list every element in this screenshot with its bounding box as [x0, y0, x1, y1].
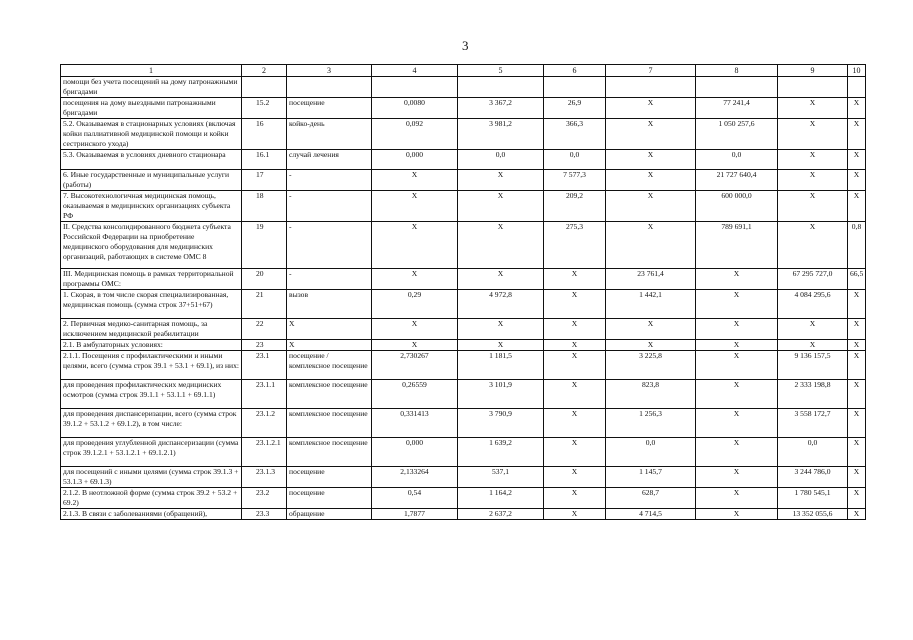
table-cell: X — [544, 380, 606, 409]
row-label-cell: 5.2. Оказываемая в стационарных условиях (включая койки паллиативной медицинской помощи и койки сестринского ухода) — [61, 119, 242, 150]
table-cell: X — [848, 150, 866, 170]
row-label-cell: 5.3. Оказываемая в условиях дневного стационара — [61, 150, 242, 170]
table-cell: посещение — [287, 98, 372, 119]
table-cell — [544, 77, 606, 98]
table-cell: 2,730267 — [372, 351, 458, 380]
row-label-cell: 7. Высокотехнологичная медицинская помощь, оказываемая в медицинских организациях субъекта РФ — [61, 191, 242, 222]
table-cell: 537,1 — [458, 467, 544, 488]
table-cell: комплексное посещение — [287, 438, 372, 467]
table-cell: X — [606, 319, 696, 340]
row-label-cell: помощи без учета посещений на дому патронажными бригадами — [61, 77, 242, 98]
table-cell: 23.1.2.1 — [242, 438, 287, 467]
table-cell: X — [287, 340, 372, 351]
table-cell: 67 295 727,0 — [778, 269, 848, 290]
table-cell: X — [848, 438, 866, 467]
table-cell: посещение — [287, 488, 372, 509]
table-cell: - — [287, 222, 372, 269]
table-cell: X — [696, 488, 778, 509]
table-row — [61, 351, 866, 380]
table-cell: 4 714,5 — [606, 509, 696, 520]
table-cell: 3 981,2 — [458, 119, 544, 150]
table-row — [61, 119, 866, 150]
table-cell: X — [544, 351, 606, 380]
table-cell: X — [778, 170, 848, 191]
table-cell: 23.2 — [242, 488, 287, 509]
table-cell: 0,0 — [696, 150, 778, 170]
table-cell: 15.2 — [242, 98, 287, 119]
table-cell: 26,9 — [544, 98, 606, 119]
table-cell: 23.3 — [242, 509, 287, 520]
table-cell: X — [696, 409, 778, 438]
table-cell: X — [848, 340, 866, 351]
table-cell: 0,000 — [372, 150, 458, 170]
table-cell: X — [606, 170, 696, 191]
table-cell: X — [372, 222, 458, 269]
table-cell: X — [544, 340, 606, 351]
table-cell: 628,7 — [606, 488, 696, 509]
table-cell — [458, 77, 544, 98]
table-cell: X — [696, 438, 778, 467]
table-cell: 1 145,7 — [606, 467, 696, 488]
table-cell: - — [287, 191, 372, 222]
table-cell: 7 577,3 — [544, 170, 606, 191]
table-cell: 0,0 — [778, 438, 848, 467]
table-cell: X — [606, 150, 696, 170]
table-cell: 0,0 — [544, 150, 606, 170]
table-row — [61, 340, 866, 351]
table-cell: X — [287, 319, 372, 340]
table-cell: 0,54 — [372, 488, 458, 509]
table-cell: X — [696, 509, 778, 520]
table-cell: 789 691,1 — [696, 222, 778, 269]
table-cell: X — [848, 351, 866, 380]
table-cell: X — [458, 340, 544, 351]
table-cell: X — [458, 191, 544, 222]
table-cell: X — [848, 409, 866, 438]
table-row — [61, 488, 866, 509]
table-cell: комплексное посещение — [287, 409, 372, 438]
table-cell: X — [606, 191, 696, 222]
header-row — [61, 65, 866, 77]
header-cell: 4 — [372, 65, 458, 77]
table-cell: X — [848, 191, 866, 222]
table-cell: 20 — [242, 269, 287, 290]
table-cell: вызов — [287, 290, 372, 319]
table-cell: 600 000,0 — [696, 191, 778, 222]
table-cell: X — [696, 319, 778, 340]
table-cell: X — [848, 509, 866, 520]
table-cell: X — [778, 319, 848, 340]
table-cell: 0,26559 — [372, 380, 458, 409]
table-cell: X — [848, 488, 866, 509]
table-cell: X — [544, 319, 606, 340]
table-cell — [778, 77, 848, 98]
table-cell: X — [848, 380, 866, 409]
table-cell: 1 256,3 — [606, 409, 696, 438]
table-cell: 23.1.1 — [242, 380, 287, 409]
table-cell: 13 352 055,6 — [778, 509, 848, 520]
table-cell: 1 780 545,1 — [778, 488, 848, 509]
table-cell: обращение — [287, 509, 372, 520]
table-cell: 1 639,2 — [458, 438, 544, 467]
table-row — [61, 319, 866, 340]
table-cell: 366,3 — [544, 119, 606, 150]
table-cell: X — [372, 170, 458, 191]
table-cell: X — [848, 98, 866, 119]
table-row — [61, 409, 866, 438]
table-cell: X — [778, 98, 848, 119]
table-cell: X — [372, 191, 458, 222]
row-label-cell: 2.1. В амбулаторных условиях: — [61, 340, 242, 351]
table-cell: X — [696, 467, 778, 488]
table-cell: посещение / комплексное посещение — [287, 351, 372, 380]
row-label-cell: для проведения профилактических медицинских осмотров (сумма строк 39.1.1 + 53.1.1 + 69.1.1) — [61, 380, 242, 409]
table-cell: 1,7877 — [372, 509, 458, 520]
table-cell: X — [606, 340, 696, 351]
table-row — [61, 380, 866, 409]
table-cell: X — [696, 380, 778, 409]
table-cell: 0,0080 — [372, 98, 458, 119]
row-label-cell: 1. Скорая, в том числе скорая специализированная, медицинская помощь (сумма строк 37+51+67) — [61, 290, 242, 319]
row-label-cell: 2.1.1. Посещения с профилактическими и иными целями, всего (сумма строк 39.1 + 53.1 + 69.1), из них: — [61, 351, 242, 380]
table-cell: 0,8 — [848, 222, 866, 269]
budget-table — [60, 64, 866, 520]
table-cell: 23.1.3 — [242, 467, 287, 488]
table-cell: X — [544, 409, 606, 438]
table-cell: 3 790,9 — [458, 409, 544, 438]
table-cell: X — [544, 467, 606, 488]
table-cell: 0,092 — [372, 119, 458, 150]
table-cell: X — [848, 319, 866, 340]
table-cell — [287, 77, 372, 98]
table-cell: X — [372, 340, 458, 351]
row-label-cell: 6. Иные государственные и муниципальные услуги (работы) — [61, 170, 242, 191]
table-cell: X — [372, 319, 458, 340]
table-cell: X — [544, 488, 606, 509]
row-label-cell: для проведения диспансеризации, всего (сумма строк 39.1.2 + 53.1.2 + 69.1.2), в том числе: — [61, 409, 242, 438]
table-cell: X — [696, 351, 778, 380]
table-cell: 2,133264 — [372, 467, 458, 488]
table-cell: - — [287, 170, 372, 191]
row-label-cell: II. Средства консолидированного бюджета субъекта Российской Федерации на приобретение медицинского оборудования для медицинских организаций, работающих в системе ОМС 8 — [61, 222, 242, 269]
table-cell: X — [606, 222, 696, 269]
table-cell: X — [544, 290, 606, 319]
table-cell: 16.1 — [242, 150, 287, 170]
table-row — [61, 509, 866, 520]
row-label-cell: 2. Первичная медико-санитарная помощь, за исключением медицинской реабилитации — [61, 319, 242, 340]
table-row — [61, 222, 866, 269]
row-label-cell: 2.1.3. В связи с заболеваниями (обращений), — [61, 509, 242, 520]
table-row — [61, 438, 866, 467]
table-row — [61, 290, 866, 319]
row-label-cell: посещения на дому выездными патронажными бригадами — [61, 98, 242, 119]
table-cell: X — [848, 170, 866, 191]
table-cell: комплексное посещение — [287, 380, 372, 409]
page-number: 3 — [462, 38, 469, 53]
table-cell: случай лечения — [287, 150, 372, 170]
table-row — [61, 467, 866, 488]
table-cell: X — [778, 340, 848, 351]
table-cell: 0,0 — [458, 150, 544, 170]
table-row — [61, 150, 866, 170]
table-cell: 0,29 — [372, 290, 458, 319]
table-cell: 4 084 295,6 — [778, 290, 848, 319]
header-cell: 10 — [848, 65, 866, 77]
header-cell: 7 — [606, 65, 696, 77]
table-cell: 18 — [242, 191, 287, 222]
table-cell: X — [778, 191, 848, 222]
table-cell: 66,5 — [848, 269, 866, 290]
table-row — [61, 98, 866, 119]
table-cell: 2 333 198,8 — [778, 380, 848, 409]
table-cell: 3 244 786,0 — [778, 467, 848, 488]
table-cell: X — [606, 98, 696, 119]
table-cell: X — [458, 319, 544, 340]
table-cell: 19 — [242, 222, 287, 269]
table-cell: 4 972,8 — [458, 290, 544, 319]
table-cell: 0,331413 — [372, 409, 458, 438]
table-cell: 16 — [242, 119, 287, 150]
table-cell: 1 050 257,6 — [696, 119, 778, 150]
table-cell: X — [458, 170, 544, 191]
header-cell: 2 — [242, 65, 287, 77]
table-cell: 3 225,8 — [606, 351, 696, 380]
table-cell — [606, 77, 696, 98]
header-cell: 5 — [458, 65, 544, 77]
header-cell: 9 — [778, 65, 848, 77]
table-cell: - — [287, 269, 372, 290]
table-cell: 1 181,5 — [458, 351, 544, 380]
table-row — [61, 191, 866, 222]
header-cell: 3 — [287, 65, 372, 77]
table-cell: X — [696, 290, 778, 319]
table-cell: 1 442,1 — [606, 290, 696, 319]
table-cell: X — [606, 119, 696, 150]
table-cell: 23 — [242, 340, 287, 351]
table-cell: 3 367,2 — [458, 98, 544, 119]
table-cell: 0,000 — [372, 438, 458, 467]
table-row — [61, 269, 866, 290]
table-cell: X — [778, 119, 848, 150]
table-cell: 23.1.2 — [242, 409, 287, 438]
row-label-cell: для проведения углубленной диспансеризации (сумма строк 39.1.2.1 + 53.1.2.1 + 69.1.2.1) — [61, 438, 242, 467]
row-label-cell: III. Медицинская помощь в рамках территориальной программы ОМС: — [61, 269, 242, 290]
table-cell: 17 — [242, 170, 287, 191]
table-cell: X — [458, 222, 544, 269]
row-label-cell: для посещений с иными целями (сумма строк 39.1.3 + 53.1.3 + 69.1.3) — [61, 467, 242, 488]
table-cell: посещение — [287, 467, 372, 488]
row-label-cell: 2.1.2. В неотложной форме (сумма строк 39.2 + 53.2 + 69.2) — [61, 488, 242, 509]
table-cell: 3 558 172,7 — [778, 409, 848, 438]
table-cell: 209,2 — [544, 191, 606, 222]
table-cell — [696, 77, 778, 98]
header-cell: 6 — [544, 65, 606, 77]
table-cell: X — [544, 509, 606, 520]
table-cell: койко-день — [287, 119, 372, 150]
table-cell: X — [696, 269, 778, 290]
header-cell: 8 — [696, 65, 778, 77]
table-cell — [242, 77, 287, 98]
table-cell: X — [544, 438, 606, 467]
table-cell: 0,0 — [606, 438, 696, 467]
table-cell — [372, 77, 458, 98]
table-row — [61, 170, 866, 191]
table-cell: X — [848, 119, 866, 150]
table-cell: 23.1 — [242, 351, 287, 380]
table-row — [61, 77, 866, 98]
table-cell: 3 101,9 — [458, 380, 544, 409]
table-cell: X — [778, 222, 848, 269]
table-cell: X — [848, 290, 866, 319]
header-cell: 1 — [61, 65, 242, 77]
table-cell: 2 637,2 — [458, 509, 544, 520]
table-cell: 823,8 — [606, 380, 696, 409]
table-cell: 23 761,4 — [606, 269, 696, 290]
table-cell: 275,3 — [544, 222, 606, 269]
table-cell: X — [848, 467, 866, 488]
table-cell — [848, 77, 866, 98]
table-cell: 21 — [242, 290, 287, 319]
table-cell: X — [696, 340, 778, 351]
table-cell: 21 727 640,4 — [696, 170, 778, 191]
table-cell: X — [458, 269, 544, 290]
table-cell: 22 — [242, 319, 287, 340]
table-cell: X — [544, 269, 606, 290]
table-cell: 9 136 157,5 — [778, 351, 848, 380]
table-cell: X — [372, 269, 458, 290]
table-cell: X — [778, 150, 848, 170]
table-cell: 77 241,4 — [696, 98, 778, 119]
table-cell: 1 164,2 — [458, 488, 544, 509]
